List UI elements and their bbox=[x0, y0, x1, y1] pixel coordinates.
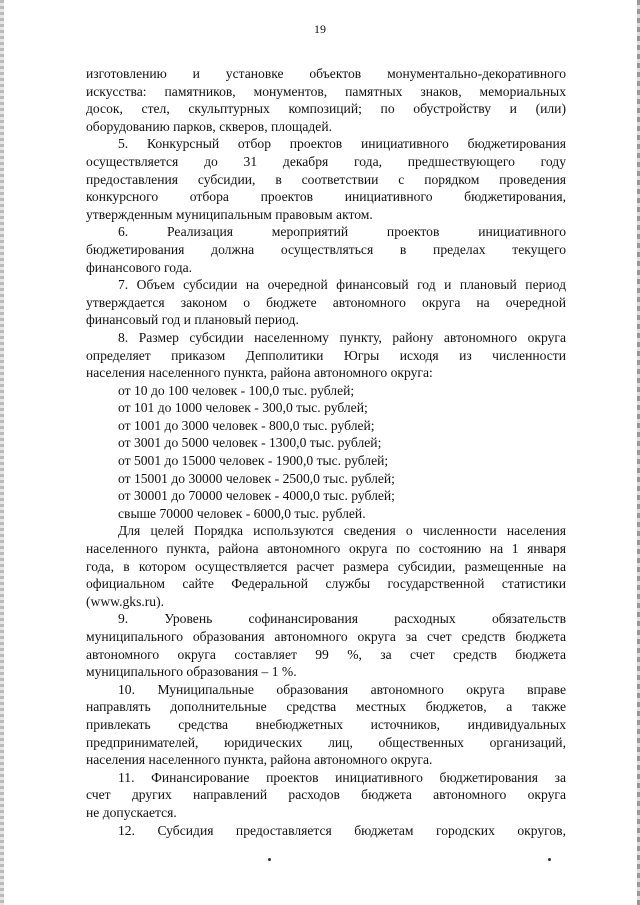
scan-speck bbox=[548, 858, 551, 861]
text-line: оборудованию парков, скверов, площадей. bbox=[86, 118, 332, 134]
text-line: утвержденным муниципальным правовым актом. bbox=[86, 206, 373, 222]
text-line: утверждается законом о бюджете автономного округа на очередной bbox=[86, 294, 566, 310]
text-line: автономного округа составляет 99 %, за счет средств бюджета bbox=[86, 646, 566, 662]
text-line: населения населенного пункта, района автономного округа: bbox=[86, 365, 433, 381]
text-line: не допускается. bbox=[86, 804, 177, 820]
text-line: 11. Финансирование проектов инициативного бюджетирования за bbox=[118, 769, 566, 785]
document-body bbox=[86, 65, 566, 839]
page-number: 19 bbox=[314, 22, 326, 36]
subsidy-tier-line: от 1001 до 3000 человек - 800,0 тыс. рублей; bbox=[118, 417, 375, 433]
text-line: муниципального образования автономного округа за счет средств бюджета bbox=[86, 629, 566, 644]
text-line: 5. Конкурсный отбор проектов инициативного бюджетирования bbox=[118, 136, 566, 152]
text-line: привлекать средства внебюджетных источников, индивидуальных bbox=[86, 716, 566, 732]
subsidy-tier-line: свыше 70000 человек - 6000,0 тыс. рублей. bbox=[118, 505, 366, 521]
text-line: 10. Муниципальные образования автономного округа вправе bbox=[118, 681, 566, 697]
text-line: счет других направлений расходов бюджета автономного округа bbox=[86, 787, 566, 803]
text-line: 6. Реализация мероприятий проектов инициативного bbox=[118, 224, 566, 240]
text-line: финансовый год и плановый период. bbox=[86, 312, 299, 328]
text-line: бюджетирования должна осуществляться в пределах текущего bbox=[86, 241, 566, 257]
subsidy-tier-line: от 10 до 100 человек - 100,0 тыс. рублей; bbox=[118, 382, 355, 398]
subsidy-tier-line: от 15001 до 30000 человек - 2500,0 тыс. рублей; bbox=[118, 470, 395, 486]
text-line: населенного пункта, района автономного округа по состоянию на 1 января bbox=[86, 541, 566, 557]
text-line: 12. Субсидия предоставляется бюджетам городских округов, bbox=[118, 822, 566, 838]
subsidy-tier-line: от 5001 до 15000 человек - 1900,0 тыс. рублей; bbox=[118, 453, 389, 469]
text-line: предоставления субсидии, в соответствии с порядком проведения bbox=[86, 171, 566, 187]
text-line: осуществляется до 31 декабря года, предшествующего году bbox=[86, 153, 566, 169]
text-line: предпринимателей, юридических лиц, общественных организаций, bbox=[86, 734, 566, 750]
subsidy-tier-line: от 30001 до 70000 человек - 4000,0 тыс. рублей; bbox=[118, 488, 395, 504]
text-line: финансового года. bbox=[86, 259, 193, 275]
text-line: официальном сайте Федеральной службы государственной статистики bbox=[86, 576, 566, 592]
text-line: направлять дополнительные средства местных бюджетов, а также bbox=[86, 699, 566, 715]
scan-speck bbox=[268, 858, 271, 861]
text-line: населения населенного пункта, района автономного округа. bbox=[86, 752, 433, 768]
text-line: 7. Объем субсидии на очередной финансовый год и плановый период bbox=[118, 277, 566, 293]
text-line: Для целей Порядка используются сведения о численности населения bbox=[118, 523, 566, 539]
text-line: муниципального образования – 1 %. bbox=[86, 664, 297, 680]
text-line: (www.gks.ru). bbox=[86, 593, 165, 609]
text-line: определяет приказом Депполитики Югры исходя из численности bbox=[86, 347, 566, 363]
subsidy-tier-line: от 3001 до 5000 человек - 1300,0 тыс. рублей; bbox=[118, 435, 382, 451]
subsidy-tier-line: от 101 до 1000 человек - 300,0 тыс. рублей; bbox=[118, 400, 368, 416]
text-line: досок, стел, скульптурных композиций; по обустройству и (или) bbox=[86, 101, 566, 117]
text-line: 8. Размер субсидии населенному пункту, району автономного округа bbox=[118, 329, 566, 345]
text-line: 9. Уровень софинансирования расходных обязательств bbox=[118, 611, 566, 627]
text-line: конкурсного отбора проектов инициативного бюджетирования, bbox=[86, 189, 566, 205]
text-line: года, в котором осуществляется расчет размера субсидии, размещенные на bbox=[86, 558, 566, 574]
scan-left-edge bbox=[0, 0, 4, 905]
text-line: изготовлению и установке объектов монументально-декоративного bbox=[86, 66, 566, 81]
text-line: искусства: памятников, монументов, памятных знаков, мемориальных bbox=[86, 83, 566, 99]
